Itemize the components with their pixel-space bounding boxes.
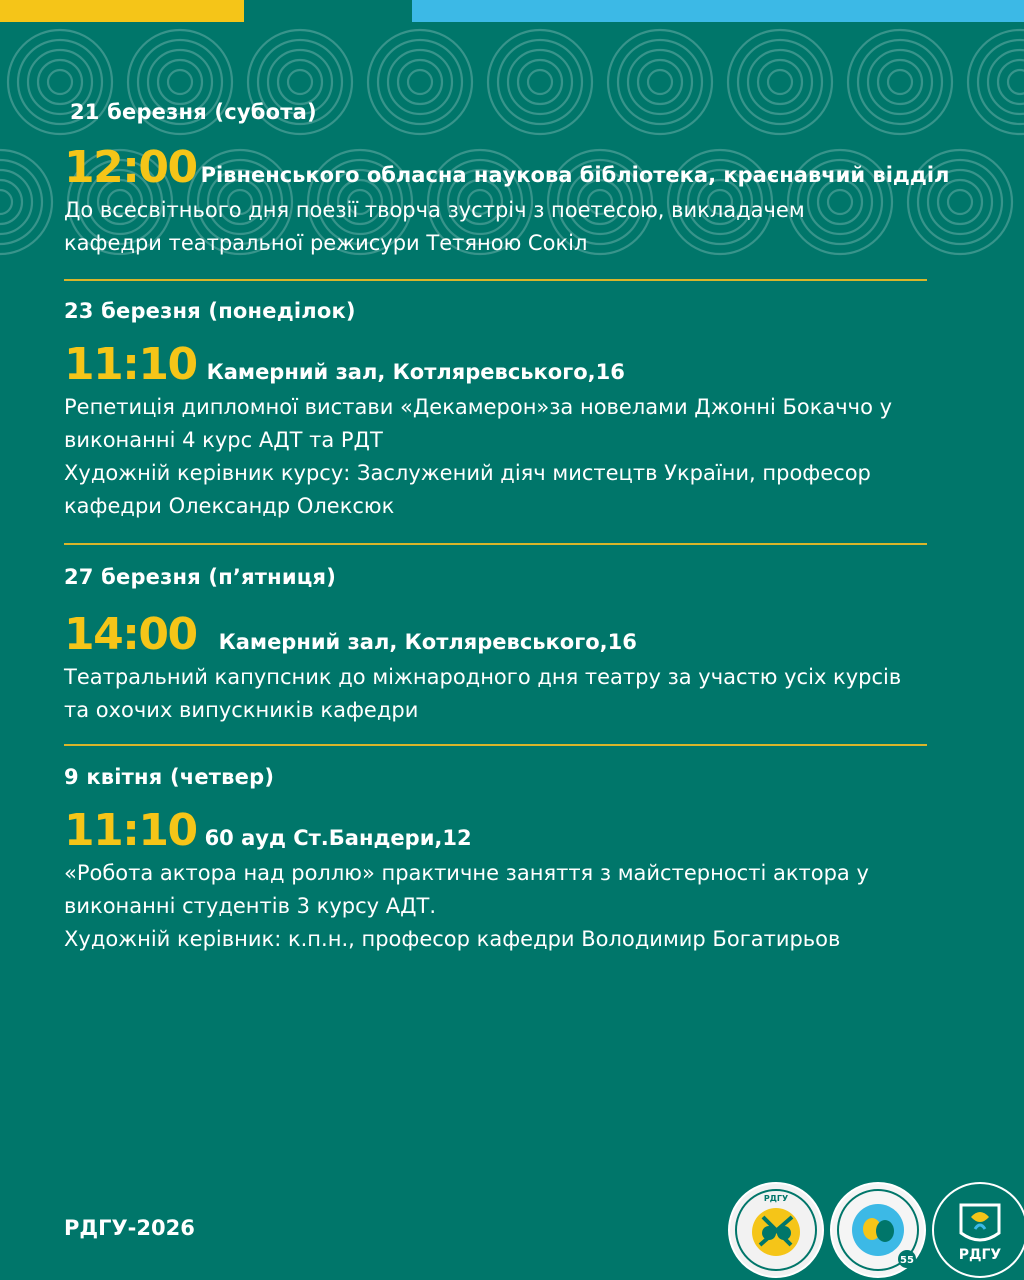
description-line: Репетиція дипломної вистави «Декамерон»за новелами Джонні Бокаччо у: [64, 395, 893, 419]
event-date: 21 березня (субота): [70, 100, 317, 124]
department-logo: [830, 1182, 926, 1278]
svg-text:55: 55: [900, 1255, 914, 1266]
description-line: виконанні студентів 3 курсу АДТ.: [64, 894, 437, 918]
event-time: 14:00: [64, 609, 197, 660]
event-place: Камерний зал, Котляревського,16: [218, 630, 637, 654]
event-description: [64, 661, 1014, 727]
description-line: та охочих випускників кафедри: [64, 698, 419, 722]
top-accent-yellow: [0, 0, 244, 22]
event-place: Камерний зал, Котляревського,16: [206, 360, 625, 384]
event-block: [64, 765, 1014, 956]
description-line: виконанні 4 курс АДТ та РДТ: [64, 428, 383, 452]
event-description: [64, 857, 1014, 956]
description-line: кафедри Олександр Олексюк: [64, 494, 395, 518]
divider: [64, 744, 927, 746]
event-description: [64, 391, 1014, 523]
description-line: Художній керівник курсу: Заслужений діяч мистецтв України, професор: [64, 461, 871, 485]
divider: [64, 279, 927, 281]
divider: [64, 543, 927, 545]
event-block: [64, 100, 1014, 260]
svg-text:РДГУ: РДГУ: [763, 1194, 789, 1203]
description-line: Театральний капупсник до міжнародного дня театру за участю усіх курсів: [64, 665, 902, 689]
event-place: 60 ауд Ст.Бандери,12: [204, 826, 472, 850]
svg-text:РДГУ: РДГУ: [958, 1247, 1002, 1263]
top-accent-blue: [412, 0, 1024, 22]
university-logo: [932, 1182, 1024, 1278]
footer-label: РДГУ-2026: [64, 1216, 195, 1240]
description-line: кафедри театральної режисури Тетяною Сокіл: [64, 231, 588, 255]
event-date: 23 березня (понеділок): [64, 299, 356, 323]
event-time: 11:10: [64, 339, 197, 390]
description-line: До всесвітнього дня поезії творча зустріч з поетесою, викладачем: [64, 198, 805, 222]
faculty-logo: [728, 1182, 824, 1278]
description-line: «Робота актора над роллю» практичне заняття з майстерності актора у: [64, 861, 869, 885]
event-date: 27 березня (п’ятниця): [64, 565, 337, 589]
event-date: 9 квітня (четвер): [64, 765, 275, 789]
event-time: 12:00: [64, 142, 197, 193]
theatre-masks-icon: [835, 1187, 921, 1273]
event-block: [64, 565, 1014, 727]
event-description: [64, 194, 1014, 260]
description-line: Художній керівник: к.п.н., професор кафедри Володимир Богатирьов: [64, 927, 841, 951]
event-place: Рівненського обласна наукова бібліотека, краєнавчий відділ: [200, 163, 950, 187]
university-emblem-icon: [937, 1187, 1023, 1273]
logo-row: [728, 1182, 1024, 1278]
event-time: 11:10: [64, 805, 197, 856]
event-block: [64, 299, 1014, 523]
faculty-emblem-icon: [733, 1187, 819, 1273]
